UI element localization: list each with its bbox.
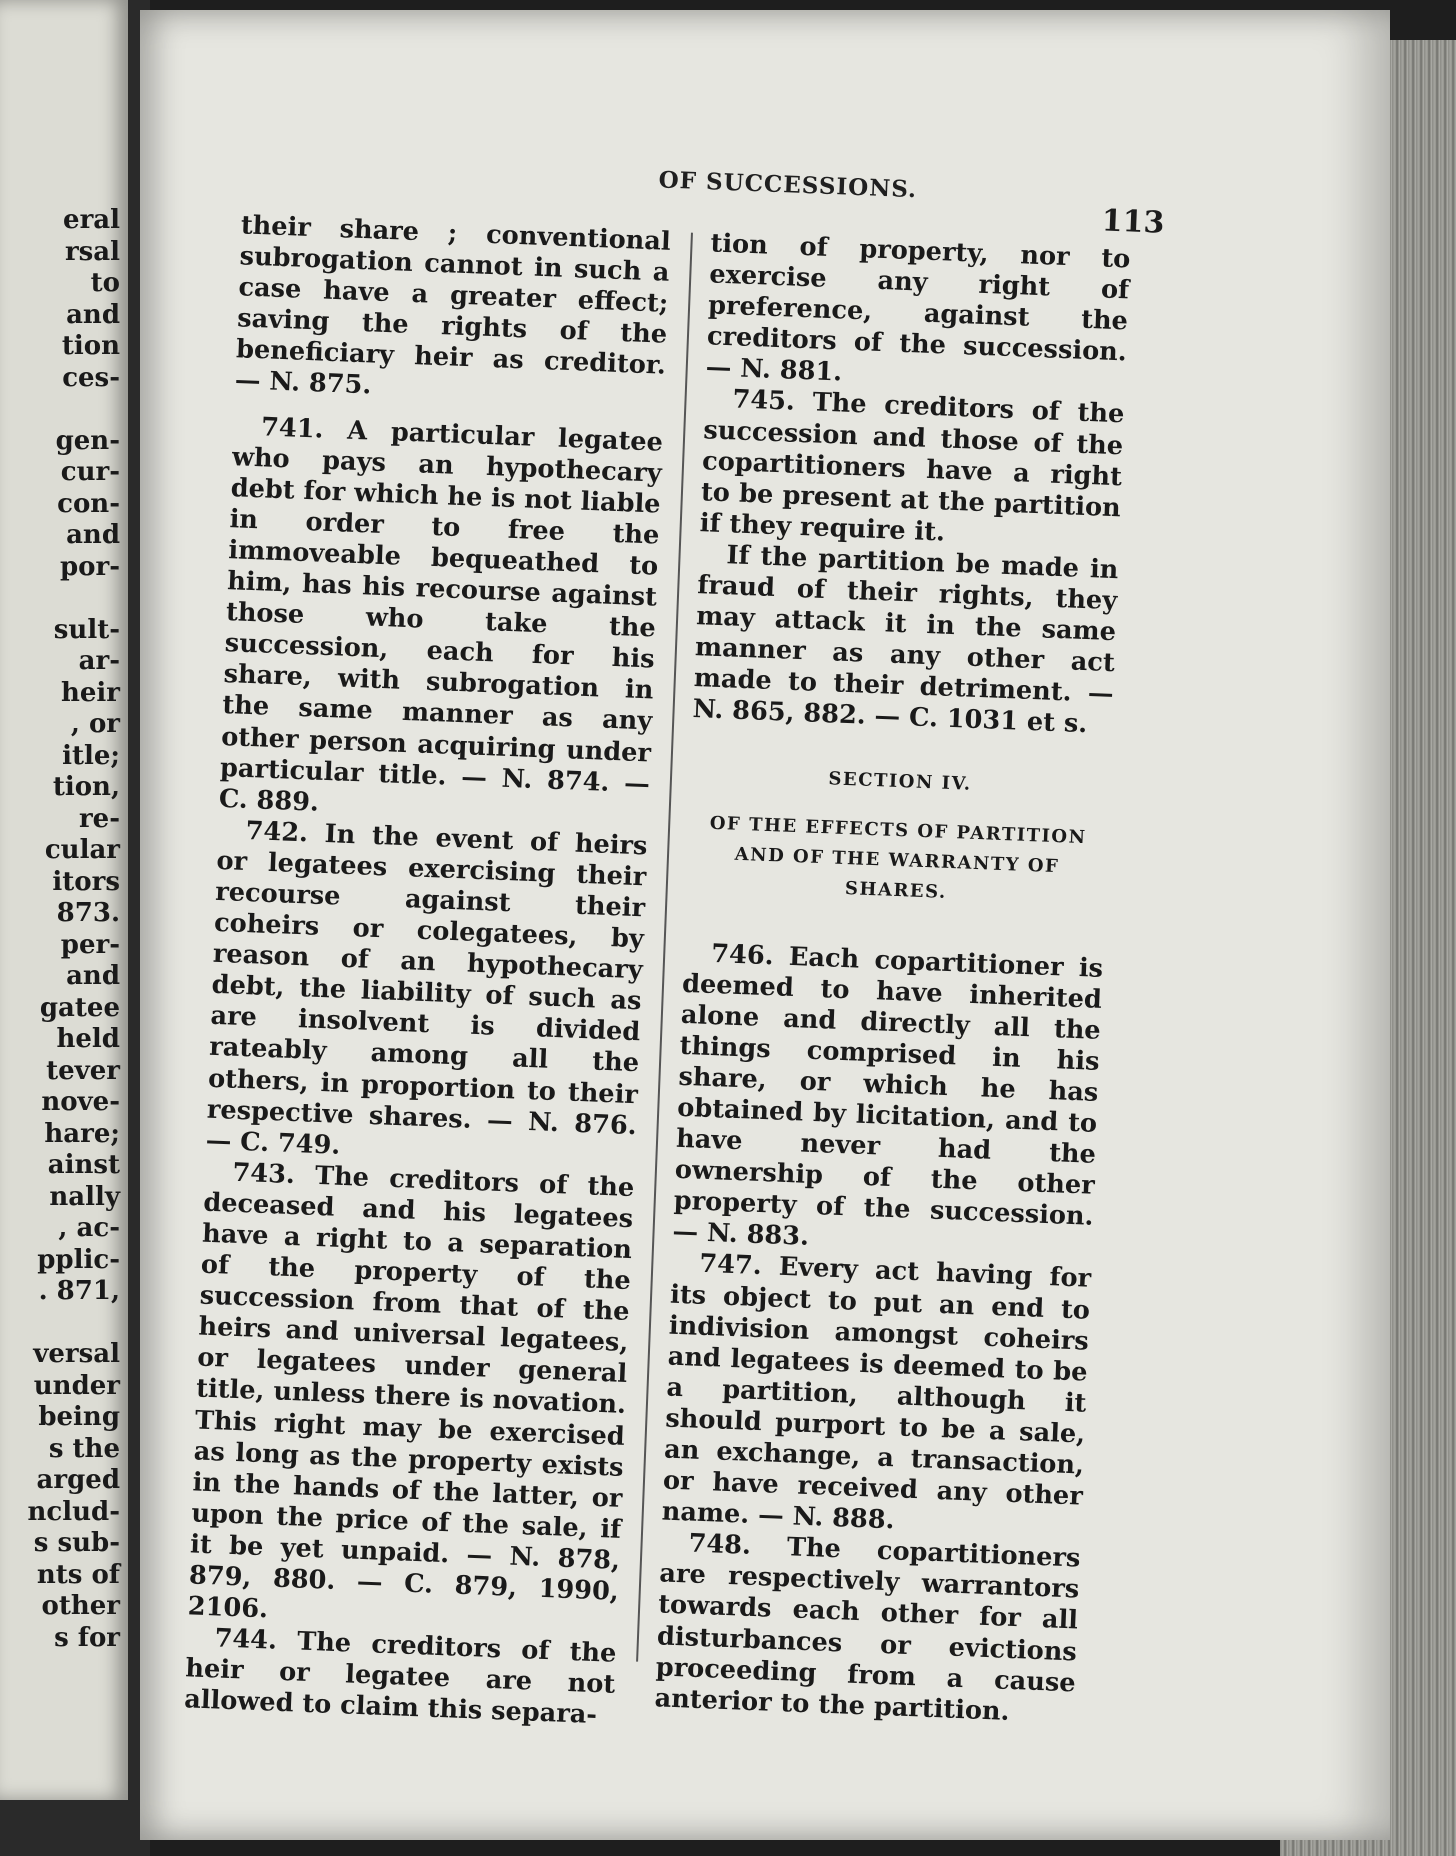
previous-page-line: heir	[60, 677, 120, 708]
previous-page-line: sult-	[53, 614, 120, 645]
previous-page-line: tion	[61, 331, 120, 361]
section-heading: OF THE EFFECTS OF PARTITION AND OF THE WARRANTY OF SHARES.	[709, 812, 1087, 903]
previous-page-line: tion,	[52, 772, 120, 802]
previous-page-line: 873.	[56, 898, 120, 928]
previous-page-line: itors	[52, 866, 120, 897]
article-number: 741.	[260, 411, 325, 445]
article-text: The creditors of the deceased and his legatees have a right to a separation of the property of the succession from that of the heirs and universal legatees, or legatees under general title, unless there is novation. This right may be exercised as long as the property exists in the hands of the latter, or upon the price of the sale, if it be yet unpaid. — N. 878, 879, 880. — C. 879, 1990, 2106.	[187, 1159, 635, 1625]
article-number: 747.	[698, 1249, 763, 1282]
article-number: 746.	[710, 938, 775, 971]
article-743	[187, 1156, 635, 1639]
previous-page-line: ar-	[78, 646, 120, 676]
previous-page-line: s the	[48, 1433, 120, 1464]
previous-page-line: pplic-	[37, 1244, 120, 1275]
previous-page-line: being	[38, 1402, 120, 1432]
previous-page-line: re-	[78, 803, 120, 834]
article-text: The creditors of the heir or legatee are not allowed to claim this separa-	[183, 1625, 617, 1731]
previous-page-line: held	[56, 1024, 120, 1054]
previous-page-line: gatee	[39, 992, 120, 1023]
book-page	[140, 10, 1390, 1840]
article-text: Each copartitioner is deemed to have inherited alone and directly all the things comprised in his share, or which he has obtained by licitation, and to have never had the ownership of the other property of the succession. — N. 883.	[672, 940, 1104, 1253]
continued-paragraph: tion of property, nor to exercise any right of preference, against the creditors of the succession. — N. 881.	[705, 228, 1131, 388]
page-number: 113	[1101, 203, 1165, 241]
running-head: OF SUCCESSIONS.	[658, 166, 918, 204]
previous-page-line: per-	[60, 929, 120, 960]
previous-page-line: nclud-	[27, 1496, 120, 1527]
previous-page-line: versal	[33, 1339, 120, 1369]
previous-page-line: por-	[59, 551, 120, 582]
article-747	[661, 1248, 1091, 1544]
previous-page-line: , ac-	[58, 1213, 120, 1243]
previous-page-line: nts of	[36, 1559, 120, 1590]
article-number: 744.	[214, 1623, 278, 1656]
article-text: A particular legatee who pays an hypothecary debt for which he is not liable in order to free the immoveable bequeathed to him, has his recourse against those who take the succession, each for his share, with subrogation in the same manner as any other person acquiring under particular title. — N. 874. — C. 889.	[218, 414, 664, 818]
continued-paragraph: their share ; conventional subrogation cannot in such a case have a greater effect; saving the rights of the beneficiary heir as creditor. — N. 875.	[234, 210, 672, 401]
previous-page-line: tever	[46, 1055, 120, 1086]
article-number: 743.	[231, 1157, 296, 1190]
article-741	[218, 411, 663, 831]
article-number: 745.	[732, 384, 796, 418]
previous-page-line: , or	[70, 709, 120, 739]
previous-page-line: nove-	[41, 1087, 120, 1117]
previous-page-line: gen-	[55, 425, 120, 456]
previous-page-line: other	[41, 1591, 120, 1621]
previous-page-fragment	[0, 0, 128, 1800]
left-column	[184, 210, 672, 1732]
section-label: SECTION IV.	[828, 767, 973, 795]
article-748	[654, 1528, 1081, 1731]
previous-page-line: cur-	[60, 457, 120, 487]
previous-page-line: and	[66, 299, 120, 330]
previous-page-line: and	[66, 520, 120, 550]
previous-page-line: s for	[54, 1622, 120, 1653]
article-text: In the event of heirs or legatees exercising their recourse against their coheirs or colegatees, by reason of an hypothecary debt, the liability of such as are insolvent is divided rateably among all the others, in proportion to their respective shares. — N. 876. — C. 749.	[205, 818, 648, 1161]
article-746	[672, 937, 1104, 1264]
article-text: The copartitioners are respectively warrantors towards each other for all disturbances or evictions proceeding from a cause anterior to the partition.	[654, 1531, 1081, 1727]
previous-page-line: hare;	[44, 1118, 120, 1149]
article-number: 748.	[688, 1528, 752, 1562]
previous-page-line: cular	[44, 835, 120, 865]
article-text: Every act having for its object to put an end to indivision amongst coheirs and legatees is deemed to be a partition, although it should purport to be a sale, an exchange, a transaction, or have received any other name. — N. 888.	[661, 1251, 1092, 1536]
previous-page-line: to	[90, 268, 120, 298]
article-745-paragraph-2: If the partition be made in fraud of their rights, they may attack it in the same manner as any other act made to their detriment. — N. 865, 882. — C. 1031 et s.	[692, 540, 1119, 740]
article-742	[205, 815, 648, 1173]
article-745	[699, 384, 1125, 555]
previous-page-line: arged	[36, 1465, 120, 1495]
page-content	[140, 10, 1390, 1840]
right-column	[654, 228, 1131, 1730]
previous-page-line: s sub-	[33, 1528, 120, 1558]
previous-page-line: ces-	[62, 362, 120, 393]
previous-page-line: con-	[57, 488, 120, 519]
previous-page-line: ainst	[47, 1150, 120, 1180]
previous-page-line: . 871,	[38, 1276, 120, 1306]
previous-page-line: rsal	[64, 236, 120, 267]
previous-page-line: under	[33, 1370, 120, 1401]
previous-page-line: itle;	[62, 740, 120, 771]
article-number: 742.	[245, 815, 309, 849]
article-text: The creditors of the succession and those of the copartitioners have a right to be present at the partition if they require it.	[699, 387, 1125, 548]
previous-page-line: eral	[63, 205, 120, 235]
article-744	[184, 1623, 617, 1733]
previous-page-line: and	[66, 961, 120, 991]
previous-page-line: nally	[49, 1181, 120, 1212]
